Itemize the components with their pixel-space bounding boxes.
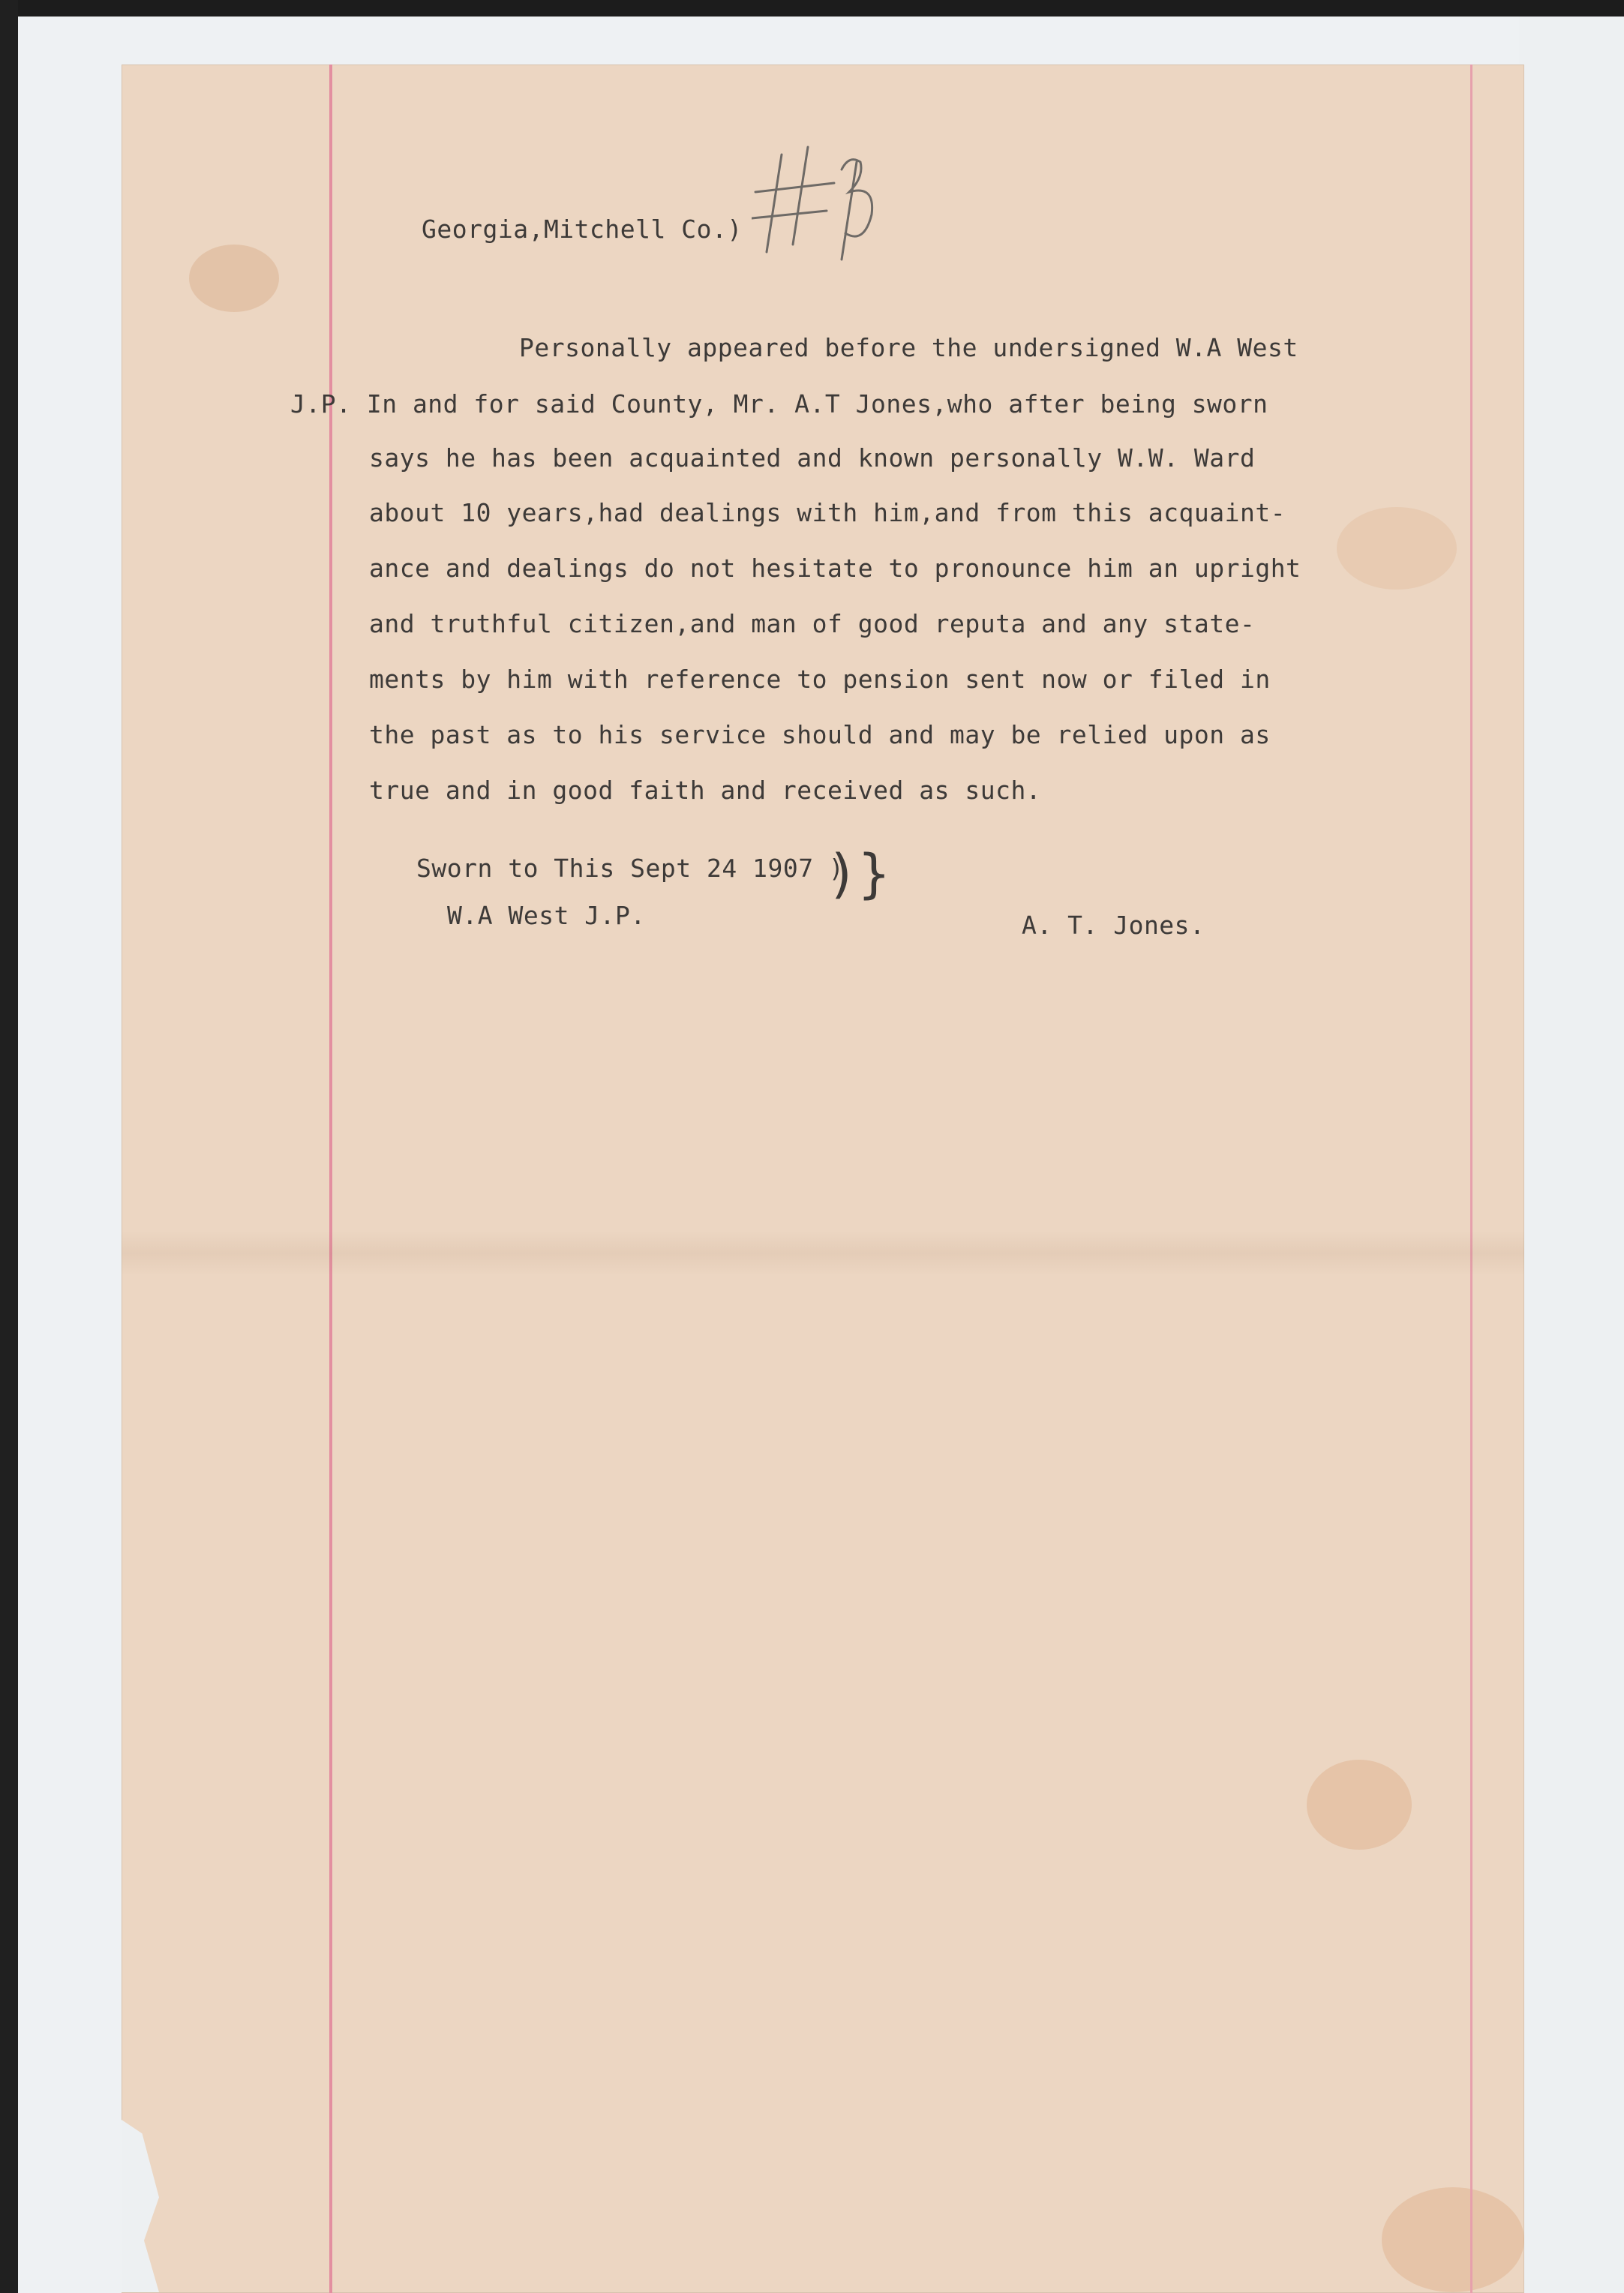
affidavit-line-7: ments by him with reference to pension sent now or filed in <box>369 665 1271 694</box>
affidavit-line-1: Personally appeared before the undersigned W.A West <box>519 333 1298 362</box>
affidavit-line-4: about 10 years,had dealings with him,and from this acquaint- <box>369 498 1286 527</box>
scanner-left-edge <box>0 0 18 2293</box>
affidavit-line-6: and truthful citizen,and man of good reputa and any state- <box>369 609 1256 638</box>
justice-of-peace-line: W.A West J.P. <box>447 901 646 930</box>
right-margin-rule <box>1470 65 1472 2293</box>
torn-corner <box>122 2120 159 2292</box>
affidavit-line-9: true and in good faith and received as such. <box>369 776 1042 805</box>
affidavit-line-8: the past as to his service should and may be relied upon as <box>369 720 1271 749</box>
affidavit-line-2: J.P. In and for said County, Mr. A.T Jones,who after being sworn <box>290 389 1268 419</box>
signer-name: A. T. Jones. <box>1022 911 1205 940</box>
affidavit-line-3: says he has been acquainted and known personally W.W. Ward <box>369 443 1256 473</box>
handwritten-file-number <box>752 140 902 267</box>
paper-stain <box>1337 507 1457 590</box>
affidavit-paper <box>122 65 1524 2293</box>
scanner-top-edge <box>0 0 1624 17</box>
paper-stain <box>1307 1760 1412 1850</box>
signature-brace: )} <box>827 843 890 905</box>
paper-stain <box>1382 2187 1524 2292</box>
venue-heading: Georgia,Mitchell Co.) <box>422 215 743 244</box>
sworn-date-line: Sworn to This Sept 24 1907 ) <box>416 854 845 883</box>
paper-stain <box>189 245 279 312</box>
affidavit-line-5: ance and dealings do not hesitate to pronounce him an upright <box>369 554 1301 583</box>
scanner-right-background <box>1519 17 1624 2293</box>
